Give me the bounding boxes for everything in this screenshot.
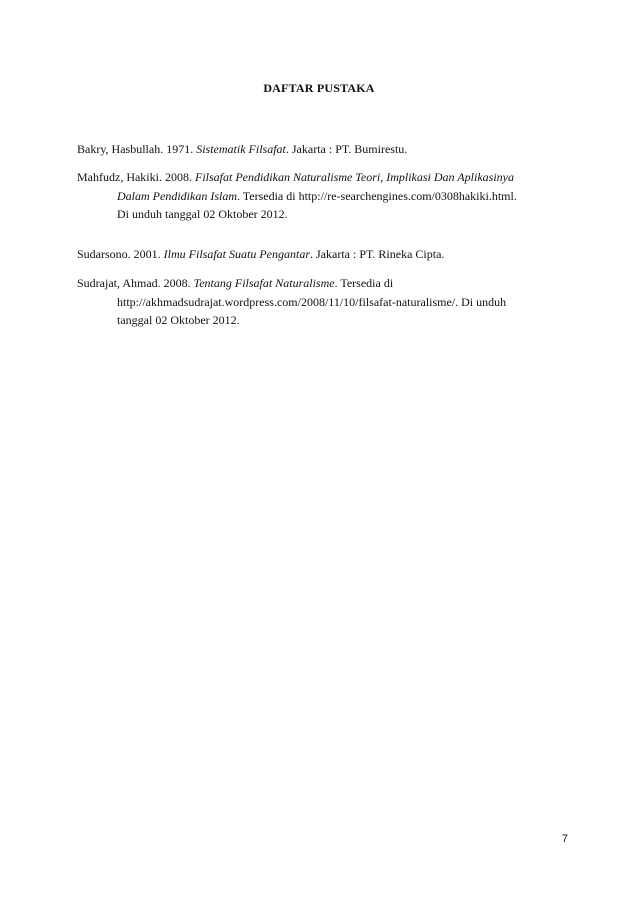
reference-text: tanggal 02 Oktober 2012. bbox=[117, 313, 240, 327]
reference-text: Di unduh tanggal 02 Oktober 2012. bbox=[117, 207, 288, 221]
reference-line bbox=[77, 293, 557, 312]
reference-title: Ilmu Filsafat Suatu Pengantar bbox=[163, 247, 310, 261]
reference-text: . Tersedia di bbox=[334, 276, 394, 290]
reference-text: Bakry, Hasbullah. 1971. bbox=[77, 142, 197, 156]
reference-entry-sudarsono bbox=[77, 245, 557, 264]
reference-text: . Jakarta : PT. Bumirestu. bbox=[285, 142, 408, 156]
reference-entry-mahfudz bbox=[77, 168, 557, 224]
reference-text: Sudrajat, Ahmad. 2008. bbox=[77, 276, 194, 290]
reference-text: . Jakarta : PT. Rineka Cipta. bbox=[310, 247, 445, 261]
reference-title: Dalam Pendidikan Islam bbox=[117, 188, 237, 203]
reference-line bbox=[77, 168, 557, 187]
reference-text: . Tersedia di http://re-searchengines.com/0308hakiki.html. bbox=[236, 188, 517, 203]
reference-line bbox=[77, 245, 557, 264]
reference-entry-bakry bbox=[77, 140, 557, 159]
reference-entry-sudrajat bbox=[77, 274, 557, 330]
reference-line bbox=[77, 187, 557, 206]
reference-title: Tentang Filsafat Naturalisme bbox=[193, 276, 335, 290]
reference-line bbox=[77, 311, 557, 330]
reference-text: Mahfudz, Hakiki. 2008. bbox=[77, 170, 195, 184]
reference-title: Filsafat Pendidikan Naturalisme Teori, Implikasi Dan Aplikasinya bbox=[194, 170, 514, 184]
reference-line bbox=[77, 274, 557, 293]
reference-line bbox=[77, 140, 557, 159]
reference-title: Sistematik Filsafat bbox=[196, 142, 286, 156]
page-number: 7 bbox=[561, 833, 568, 845]
reference-line bbox=[77, 205, 557, 224]
reference-text: Sudarsono. 2001. bbox=[77, 247, 164, 261]
page-title: DAFTAR PUSTAKA bbox=[263, 81, 375, 95]
reference-url: http://akhmadsudrajat.wordpress.com/2008/11/10/filsafat-naturalisme/. Di unduh bbox=[117, 294, 507, 309]
